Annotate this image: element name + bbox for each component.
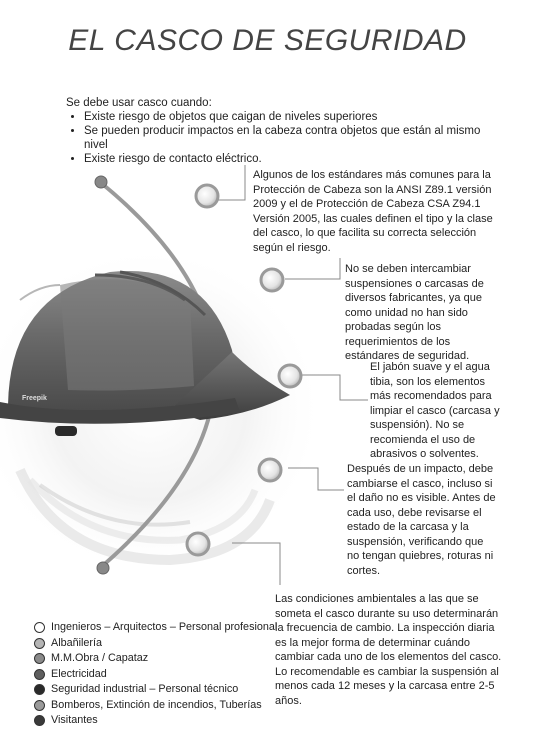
intro-list xyxy=(66,110,506,166)
legend-swatch xyxy=(34,700,45,711)
tip-replacement: Las condiciones ambientales a las que se someta el casco durante su uso determinarán la frecuencia de cambio. La inspección diaria es la mejor forma de determinar cuándo cambiar cada uno de los elementos del casco. Lo recomendable es cambiar la suspensión al menos cada 12 meses y la carcasa entre 2-5 años. xyxy=(275,593,502,707)
timeline-node-5 xyxy=(187,533,209,555)
legend-item xyxy=(34,698,277,714)
helmet-brand-label: Freepik xyxy=(22,395,47,402)
legend-label: Seguridad industrial – Personal técnico xyxy=(51,683,239,695)
timeline-node-3 xyxy=(279,365,301,387)
legend-swatch xyxy=(34,653,45,664)
legend-swatch xyxy=(34,622,45,633)
tip-interchange: No se deben intercambiar suspensiones o carcasas de diversos fabricantes, ya que como unidad no han sido probadas según los requerimientos de los estándares de seguridad. xyxy=(345,263,484,362)
timeline-node-start xyxy=(95,176,107,188)
intro-lead: Se debe usar casco cuando: xyxy=(66,97,212,109)
timeline-node-4 xyxy=(259,459,281,481)
intro-block xyxy=(66,96,506,166)
legend-swatch xyxy=(34,684,45,695)
legend-label: Ingenieros – Arquitectos – Personal profesional xyxy=(51,621,278,633)
tip-impact: Después de un impacto, debe cambiarse el casco, incluso si el daño no es visible. Antes de cada uso, debe revisarse el estado de la carcasa y la suspensión, verificando que no tengan quiebres, roturas ni cortes. xyxy=(347,463,496,577)
legend-item xyxy=(34,620,277,636)
timeline-node-1 xyxy=(196,185,218,207)
intro-bullet: • Se pueden producir impactos en la cabeza contra objetos que están al mismo nivel xyxy=(84,124,506,152)
legend-swatch xyxy=(34,638,45,649)
legend-item xyxy=(34,651,277,667)
tip-standards: Algunos de los estándares más comunes para la Protección de Cabeza son la ANSI Z89.1 versión 2009 y el de Protección de Cabeza CSA Z94.1 Versión 2005, las cuales definen el tipo y la clase del casco, lo que facilita su correcta selección según el riesgo. xyxy=(253,169,493,254)
legend-label: Electricidad xyxy=(51,667,107,680)
legend-label: Bomberos, Extinción de incendios, Tuberías xyxy=(51,698,262,711)
legend-label: Albañilería xyxy=(51,636,103,649)
intro-bullet: • Existe riesgo de contacto eléctrico. xyxy=(84,152,506,166)
page-title: EL CASCO DE SEGURIDAD xyxy=(68,24,467,57)
legend-label: Visitantes xyxy=(51,714,98,726)
timeline-node-end xyxy=(97,562,109,574)
legend-swatch xyxy=(34,715,45,726)
legend-label: M.M.Obra / Capataz xyxy=(51,652,149,664)
legend-item xyxy=(34,636,277,652)
legend-swatch xyxy=(34,669,45,680)
color-legend xyxy=(34,620,277,729)
legend-item xyxy=(34,667,277,683)
timeline-node-2 xyxy=(261,269,283,291)
legend-item xyxy=(34,713,277,729)
tip-cleaning: El jabón suave y el agua tibia, son los elementos más recomendados para limpiar el casco (carcasa y suspensión). No se recomienda el uso de abrasivos o solventes. xyxy=(370,361,500,460)
legend-item xyxy=(34,682,277,698)
intro-bullet: • Existe riesgo de objetos que caigan de niveles superiores xyxy=(84,110,506,124)
